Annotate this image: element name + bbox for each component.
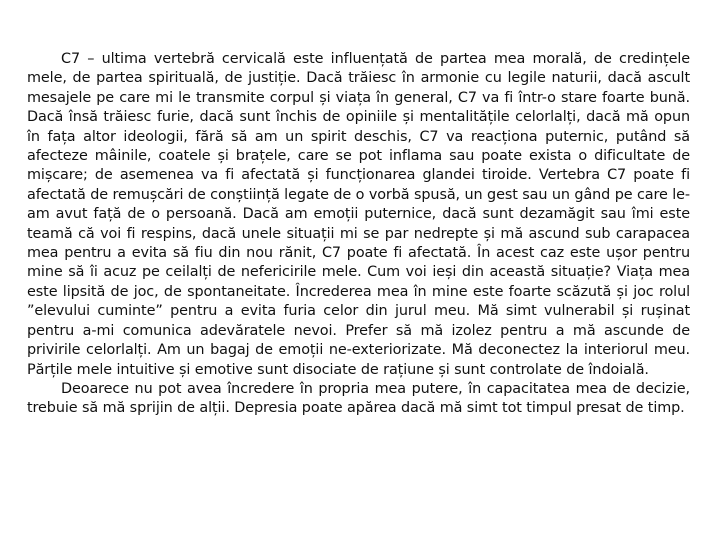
paragraph: C7 – ultima vertebră cervicală este influențată de partea mea morală, de credințele mele, de partea spirituală, de justiție. Dacă trăiesc în armonie cu legile naturii, dacă ascult mesajele pe care mi le transmite corpul și viața în general, C7 va fi într-o stare foarte bună. Dacă însă trăiesc furie, dacă sunt închis de opiniile și mentalitățile celorlalți, dacă mă opun în fața altor ideologii, fără să am un spirit deschis, C7 va reacționa puternic, putând să afecteze mâinile, coatele și brațele, care se pot inflama sau poate exista o dificultate de mișcare; de asemenea va fi afectată și funcționarea glandei tiroide. Vertebra C7 poate fi afectată de remușcări de conștiință legate de o vorbă spusă, un gest sau un gând pe care le-am avut față de o persoană. Dacă am emoții puternice, dacă sunt dezamăgit sau îmi este teamă că voi fi respins, dacă unele situații mi se par nedrepte și mă ascund sub carapacea mea pentru a evita să fiu din nou rănit, C7 poate fi afectată. În acest caz este ușor pentru mine să îi acuz pe ceilalți de nefericirile mele. Cum voi ieși din această situație? Viața mea este lipsită de joc, de spontaneitate. Încrederea mea în mine este foarte scăzută și joc rolul ”elevului cuminte” pentru a evita furia celor din jurul meu. Mă simt vulnerabil și rușinat pentru a-mi comunica adevăratele nevoi. Prefer să mă izolez pentru a mă ascunde de privirile celorlalți. Am un bagaj de emoții ne-exteriorizate. Mă deconectez la interiorul meu. Părțile mele intuitive și emotive sunt disociate de rațiune și sunt controlate de îndoială. <box>27 51 690 378</box>
document-body <box>27 50 690 419</box>
paragraph: Deoarece nu pot avea încredere în propria mea putere, în capacitatea mea de decizie, trebuie să mă sprijin de alții. Depresia poate apărea dacă mă simt tot timpul presat de timp. <box>27 380 690 417</box>
